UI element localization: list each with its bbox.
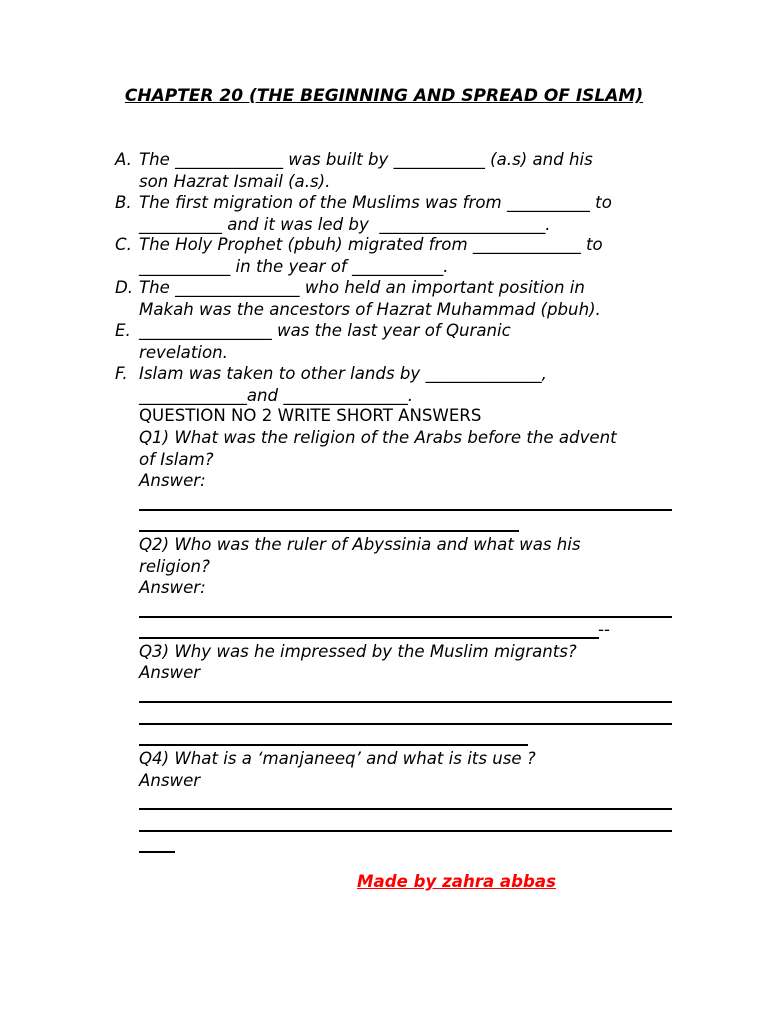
page-title: CHAPTER 20 (THE BEGINNING AND SPREAD OF ISLAM) [124, 86, 644, 106]
item-letter: B. [115, 193, 132, 212]
answer-line [139, 723, 672, 725]
question-4: Q4) What is a ‘manjaneeq’ and what is its use ? [139, 749, 536, 768]
answer-label-2: Answer: [139, 578, 206, 597]
section-heading: QUESTION NO 2 WRITE SHORT ANSWERS [139, 406, 482, 425]
item-letter: F. [115, 364, 128, 383]
item-line: Islam was taken to other lands by ______________, [139, 364, 547, 383]
item-line: _____________and _______________. [139, 385, 414, 405]
question-2: Q2) Who was the ruler of Abyssinia and what was his religion? [139, 535, 581, 576]
item-line: The first migration of the Muslims was from __________ to [139, 193, 612, 212]
item-letter: A. [115, 150, 132, 169]
answer-line [139, 701, 672, 703]
item-line: The Holy Prophet (pbuh) migrated from _____________ to [139, 235, 603, 254]
item-line: ________________ was the last year of Quranic [139, 321, 511, 340]
answer-line [139, 530, 519, 532]
item-line: __________ and it was led by ____________________. [139, 214, 551, 234]
item-line: The _______________ who held an important position in [139, 278, 585, 297]
trailing-dash: -- [598, 620, 610, 639]
fill-blank-item-c [115, 234, 675, 277]
item-line: The _____________ was built by ___________ (a.s) and his [139, 150, 593, 169]
fill-blank-item-b [115, 192, 675, 235]
answer-line [139, 637, 599, 639]
answer-line [139, 808, 672, 810]
answer-label-3: Answer [139, 663, 201, 682]
item-letter: E. [115, 321, 131, 340]
author-credit: Made by zahra abbas [357, 872, 556, 891]
item-letter: D. [115, 278, 134, 297]
answer-label-1: Answer: [139, 471, 206, 490]
question-1: Q1) What was the religion of the Arabs before the advent of Islam? [139, 428, 617, 469]
answer-label-4: Answer [139, 771, 201, 790]
fill-blank-item-e [115, 320, 675, 363]
answer-line [139, 744, 528, 746]
fill-blank-item-a [115, 149, 675, 192]
item-line: son Hazrat Ismail (a.s). [139, 171, 331, 191]
question-3: Q3) Why was he impressed by the Muslim migrants? [139, 642, 577, 661]
answer-line [139, 509, 672, 511]
answer-line [139, 616, 672, 618]
answer-line [139, 851, 175, 853]
item-line: revelation. [139, 342, 228, 362]
answer-line [139, 830, 672, 832]
item-letter: C. [115, 235, 132, 254]
fill-blank-item-d [115, 277, 675, 320]
fill-blank-item-f [115, 363, 675, 406]
item-line: Makah was the ancestors of Hazrat Muhammad (pbuh). [139, 299, 601, 319]
item-line: ___________ in the year of ___________. [139, 256, 449, 276]
